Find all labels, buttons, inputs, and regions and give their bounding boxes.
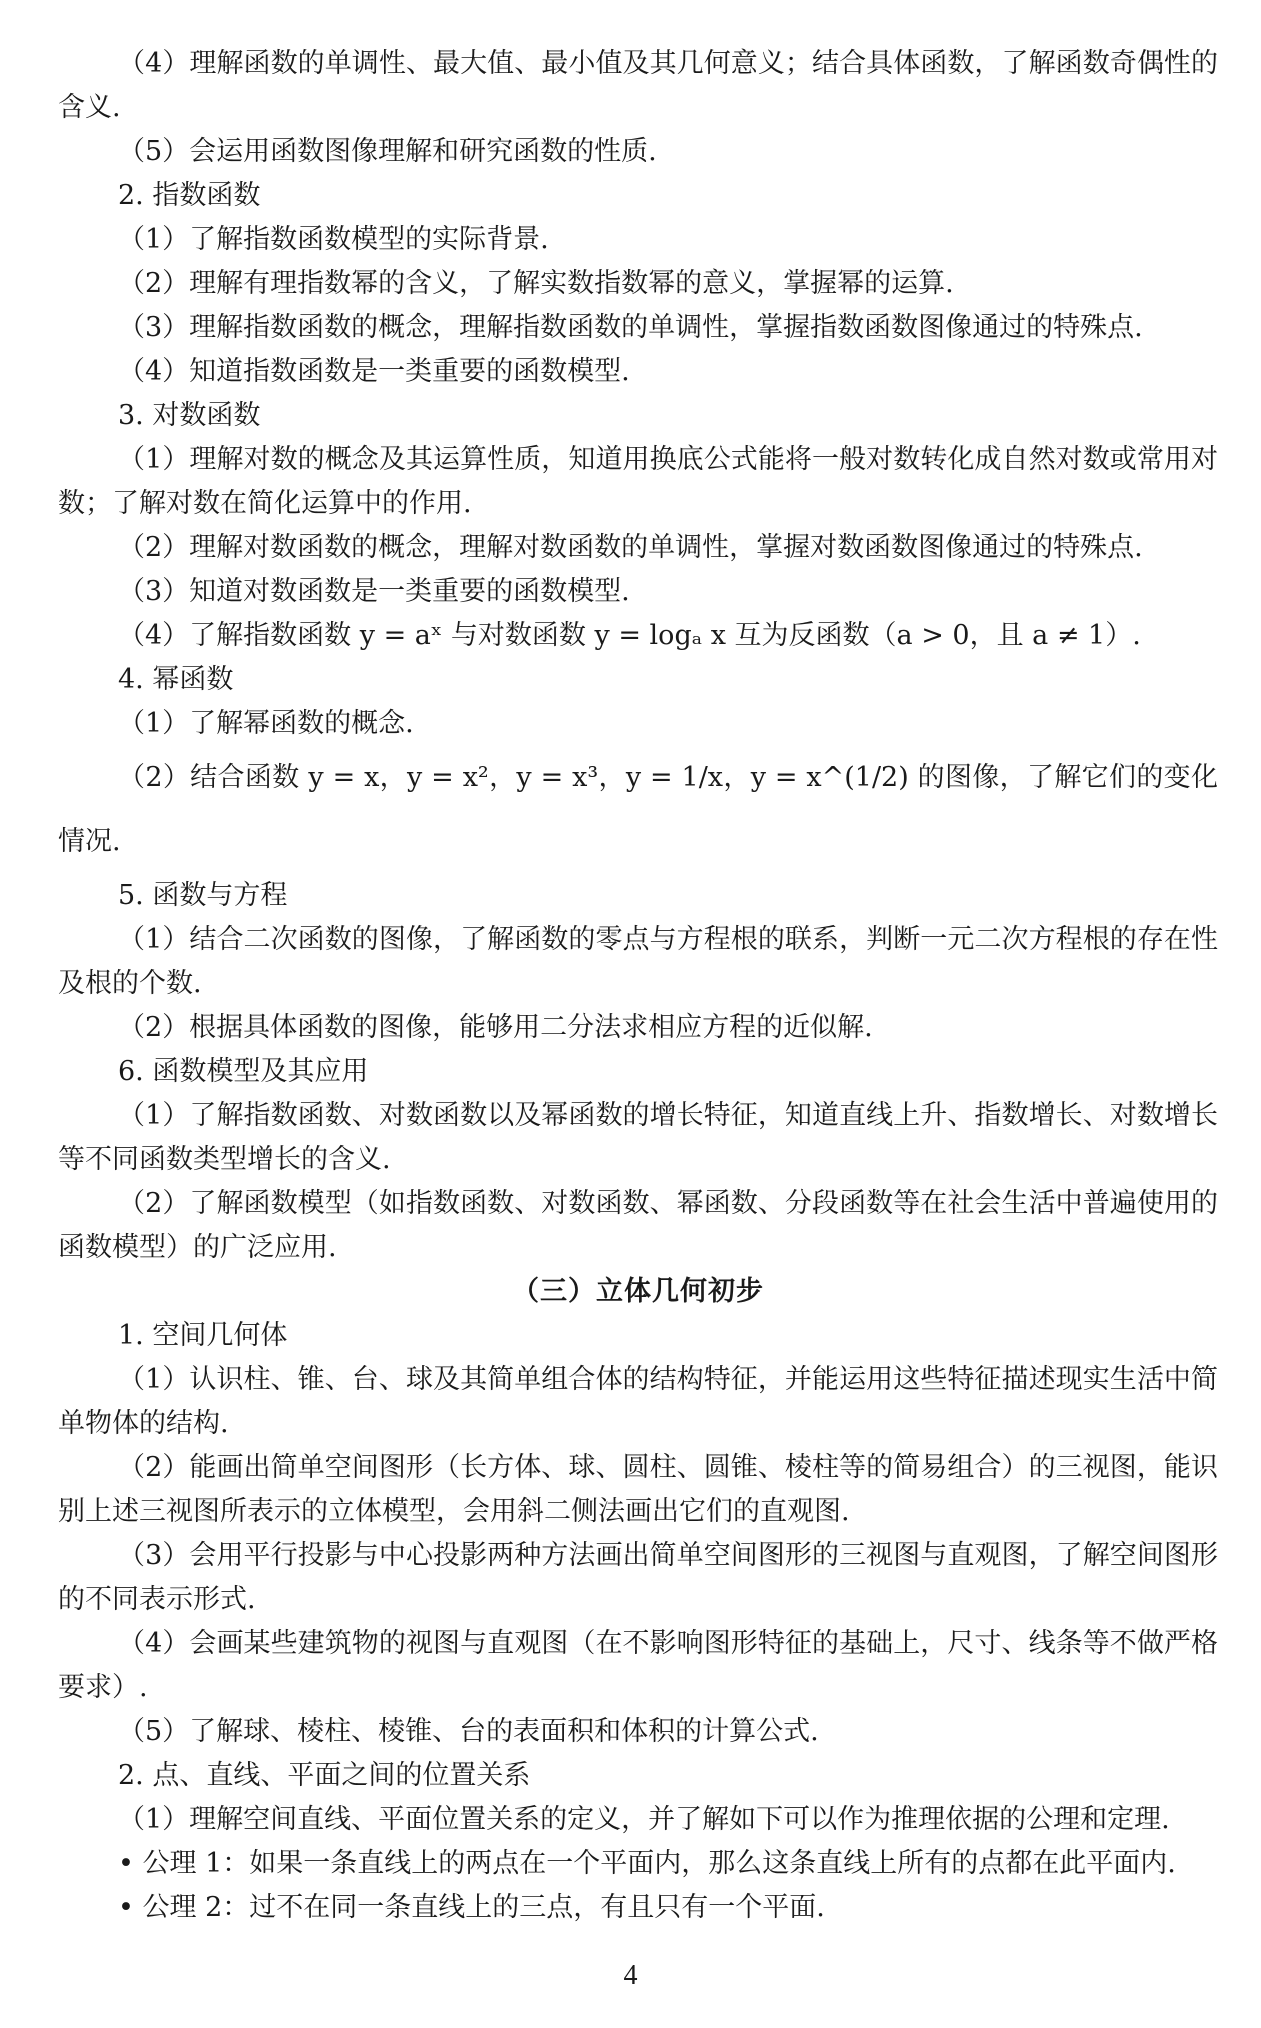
- paragraph: （2）能画出简单空间图形（长方体、球、圆柱、圆锥、棱柱等的简易组合）的三视图，能识别上述三视图所表示的立体模型，会用斜二侧法画出它们的直观图.: [58, 1452, 1218, 1527]
- subsection-heading: 2. 点、直线、平面之间的位置关系: [118, 1760, 531, 1791]
- paragraph: （2）根据具体函数的图像，能够用二分法求相应方程的近似解.: [118, 1012, 873, 1043]
- paragraph: （4）知道指数函数是一类重要的函数模型.: [118, 356, 630, 387]
- paragraph: （1）了解指数函数模型的实际背景.: [118, 224, 549, 255]
- subsection-heading: 2. 指数函数: [118, 180, 261, 211]
- axiom-item: • 公理 1：如果一条直线上的两点在一个平面内，那么这条直线上所有的点都在此平面内.: [118, 1848, 1176, 1879]
- page-number: 4: [623, 1960, 638, 1991]
- paragraph: （4）会画某些建筑物的视图与直观图（在不影响图形特征的基础上，尺寸、线条等不做严格要求）.: [58, 1628, 1218, 1703]
- paragraph: （5）了解球、棱柱、棱锥、台的表面积和体积的计算公式.: [118, 1716, 819, 1747]
- paragraph: （2）结合函数 y = x，y = x²，y = x³，y = 1/x，y = x^(1/2) 的图像，了解它们的变化情况.: [58, 762, 1218, 857]
- subsection-heading: 1. 空间几何体: [118, 1320, 288, 1351]
- paragraph: （1）结合二次函数的图像，了解函数的零点与方程根的联系，判断一元二次方程根的存在性及根的个数.: [58, 924, 1218, 999]
- paragraph: （3）知道对数函数是一类重要的函数模型.: [118, 576, 630, 607]
- paragraph: （1）认识柱、锥、台、球及其简单组合体的结构特征，并能运用这些特征描述现实生活中简单物体的结构.: [58, 1364, 1218, 1439]
- paragraph: （3）会用平行投影与中心投影两种方法画出简单空间图形的三视图与直观图，了解空间图形的不同表示形式.: [58, 1540, 1218, 1615]
- paragraph: （4）理解函数的单调性、最大值、最小值及其几何意义；结合具体函数，了解函数奇偶性的含义.: [58, 48, 1218, 123]
- section-title: （三）立体几何初步: [512, 1276, 764, 1307]
- paragraph: （1）了解指数函数、对数函数以及幂函数的增长特征，知道直线上升、指数增长、对数增长等不同函数类型增长的含义.: [58, 1100, 1218, 1175]
- subsection-heading: 5. 函数与方程: [118, 880, 288, 911]
- paragraph: （2）理解有理指数幂的含义，了解实数指数幂的意义，掌握幂的运算.: [118, 268, 954, 299]
- subsection-heading: 3. 对数函数: [118, 400, 261, 431]
- subsection-heading: 6. 函数模型及其应用: [118, 1056, 369, 1087]
- paragraph: （1）理解空间直线、平面位置关系的定义，并了解如下可以作为推理依据的公理和定理.: [118, 1804, 1170, 1835]
- paragraph: （5）会运用函数图像理解和研究函数的性质.: [118, 136, 657, 167]
- subsection-heading: 4. 幂函数: [118, 664, 234, 695]
- paragraph: （2）了解函数模型（如指数函数、对数函数、幂函数、分段函数等在社会生活中普遍使用的函数模型）的广泛应用.: [58, 1188, 1218, 1263]
- paragraph: （4）了解指数函数 y = aˣ 与对数函数 y = logₐ x 互为反函数（a > 0，且 a ≠ 1）.: [118, 620, 1141, 651]
- paragraph: （3）理解指数函数的概念，理解指数函数的单调性，掌握指数函数图像通过的特殊点.: [118, 312, 1143, 343]
- paragraph: （1）理解对数的概念及其运算性质，知道用换底公式能将一般对数转化成自然对数或常用对数；了解对数在简化运算中的作用.: [58, 444, 1218, 519]
- paragraph: （1）了解幂函数的概念.: [118, 708, 414, 739]
- axiom-item: • 公理 2：过不在同一条直线上的三点，有且只有一个平面.: [118, 1892, 825, 1923]
- page-content: [58, 42, 1218, 1930]
- paragraph: （2）理解对数函数的概念，理解对数函数的单调性，掌握对数函数图像通过的特殊点.: [118, 532, 1143, 563]
